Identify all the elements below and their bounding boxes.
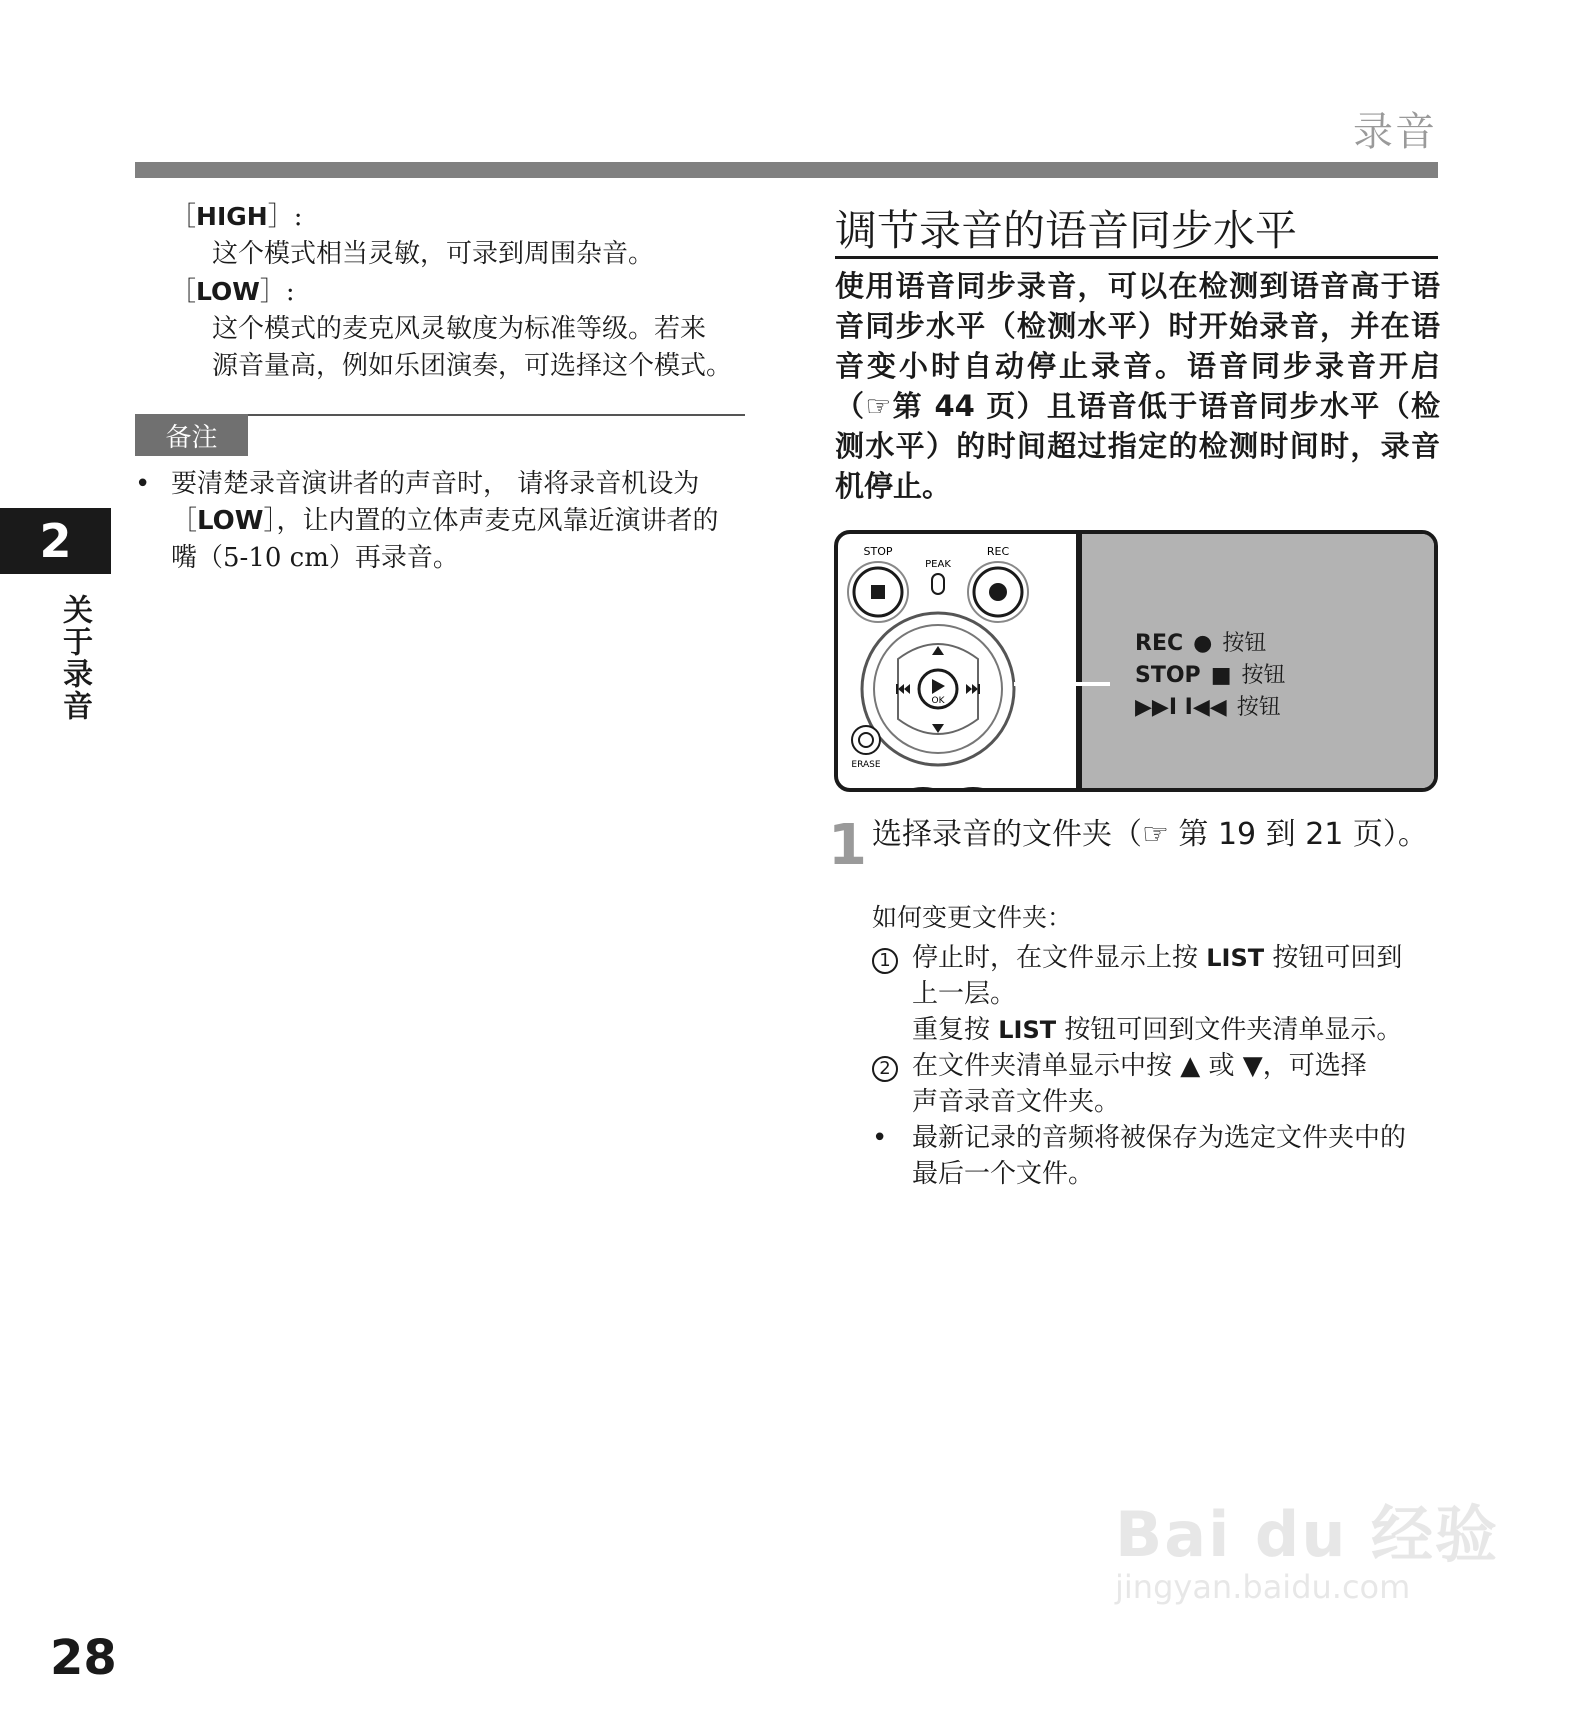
callout-skip-text: 按钮	[1236, 695, 1281, 720]
step-number: 1	[828, 813, 867, 878]
note-item	[135, 466, 750, 577]
erase-label: ERASE	[851, 760, 881, 770]
instruction-item-2	[872, 1048, 1440, 1120]
item-2-marker: 2	[872, 1056, 898, 1082]
note-key-low: LOW	[197, 506, 264, 536]
item-3-bullet: •	[872, 1123, 888, 1153]
item-1-line-3	[912, 1012, 1402, 1048]
chapter-side-label: 关于录音	[57, 594, 92, 722]
note-line-2	[171, 503, 718, 540]
note-line-1: 要清楚录音演讲者的声音时， 请将录音机设为	[171, 469, 700, 499]
callout-rec-key: REC	[1135, 631, 1184, 656]
item-1-marker: 1	[872, 948, 898, 974]
button-callouts	[1135, 628, 1286, 724]
peak-label: PEAK	[925, 559, 951, 570]
mode-high-desc: 这个模式相当灵敏，可录到周围杂音。	[212, 239, 655, 269]
item-1-text-d: 按钮可回到文件夹清单显示。	[1056, 1015, 1403, 1045]
callout-skip-key: ▶▶I I◀◀	[1135, 695, 1227, 720]
mode-high-name: HIGH	[196, 202, 268, 231]
item-2-line-2: 声音录音文件夹。	[912, 1087, 1121, 1117]
step-text: 选择录音的文件夹（☞ 第 19 到 21 页）。	[872, 817, 1428, 852]
mode-high-heading: ［HIGH］:	[170, 202, 303, 232]
item-1-key-list: LIST	[1206, 944, 1265, 972]
section-intro: 使用语音同步录音，可以在检测到语音高于语音同步水平（检测水平）时开始录音，并在语音变小时自动停止录音。语音同步录音开启（☞第 44 页）且语音低于语音同步水平（检测水平）的时间超过指定的检测时间时，录音机停止。	[835, 269, 1440, 503]
peak-indicator	[932, 574, 944, 594]
callout-stop-key: STOP	[1135, 663, 1201, 688]
page-header-title: 录音	[1353, 109, 1437, 155]
callout-rec-text: 按钮	[1222, 631, 1267, 656]
baidu-watermark	[1115, 1485, 1499, 1606]
item-1-line-2: 上一层。	[912, 979, 1017, 1009]
callout-rec	[1135, 628, 1286, 660]
mode-descriptions	[170, 198, 750, 385]
chapter-number: 2	[0, 508, 111, 574]
instruction-item-1	[872, 940, 1440, 1048]
callout-stop-text: 按钮	[1241, 663, 1286, 688]
item-1-text-c: 重复按	[912, 1015, 999, 1045]
item-3-line-1: 最新记录的音频将被保存为选定文件夹中的	[912, 1123, 1407, 1153]
mode-low-desc-line1: 这个模式的麦克风灵敏度为标准等级。若来	[212, 314, 707, 344]
stop-icon	[871, 585, 885, 599]
rec-icon	[989, 583, 1007, 601]
item-1-text-a: 停止时，在文件显示上按	[912, 943, 1207, 973]
item-1-text-b: 按钮可回到	[1264, 943, 1403, 973]
item-1-key-list-2: LIST	[998, 1016, 1057, 1044]
mode-low-heading: ［LOW］:	[170, 277, 295, 307]
callout-stop	[1135, 660, 1286, 692]
stop-label: STOP	[863, 545, 893, 558]
page-number: 28	[50, 1630, 117, 1686]
section-title: 调节录音的语音同步水平	[835, 206, 1298, 255]
item-3-line-2: 最后一个文件。	[912, 1159, 1095, 1189]
note-body	[135, 466, 750, 577]
mode-low-name: LOW	[196, 277, 260, 306]
instruction-item-3	[872, 1120, 1440, 1192]
callout-skip	[1135, 692, 1286, 724]
note-bullet: •	[135, 469, 151, 499]
rec-label: REC	[986, 545, 1010, 558]
callout-rec-symbol: ●	[1193, 631, 1213, 656]
erase-button	[852, 726, 880, 754]
note-line-3: 嘴（5-10 cm）再录音。	[171, 543, 459, 573]
callout-stop-symbol: ■	[1210, 663, 1232, 688]
item-1-line-1	[912, 940, 1402, 976]
section-rule	[835, 256, 1438, 259]
note-bracket: ［	[171, 506, 198, 536]
header-bar	[135, 162, 1438, 178]
watermark-brand: Bai du 经验	[1115, 1498, 1500, 1571]
note-line-2-rest: ］，让内置的立体声麦克风靠近演讲者的	[263, 506, 719, 536]
how-to-change-title: 如何变更文件夹：	[872, 903, 1073, 932]
ok-label: OK	[931, 696, 945, 706]
mode-low-desc-line2: 源音量高，例如乐团演奏，可选择这个模式。	[212, 351, 733, 381]
watermark-url: jingyan.baidu.com	[1115, 1568, 1411, 1606]
item-2-line-1: 在文件夹清单显示中按 ▲ 或 ▼，可选择	[912, 1051, 1367, 1081]
note-tag: 备注	[135, 414, 248, 456]
